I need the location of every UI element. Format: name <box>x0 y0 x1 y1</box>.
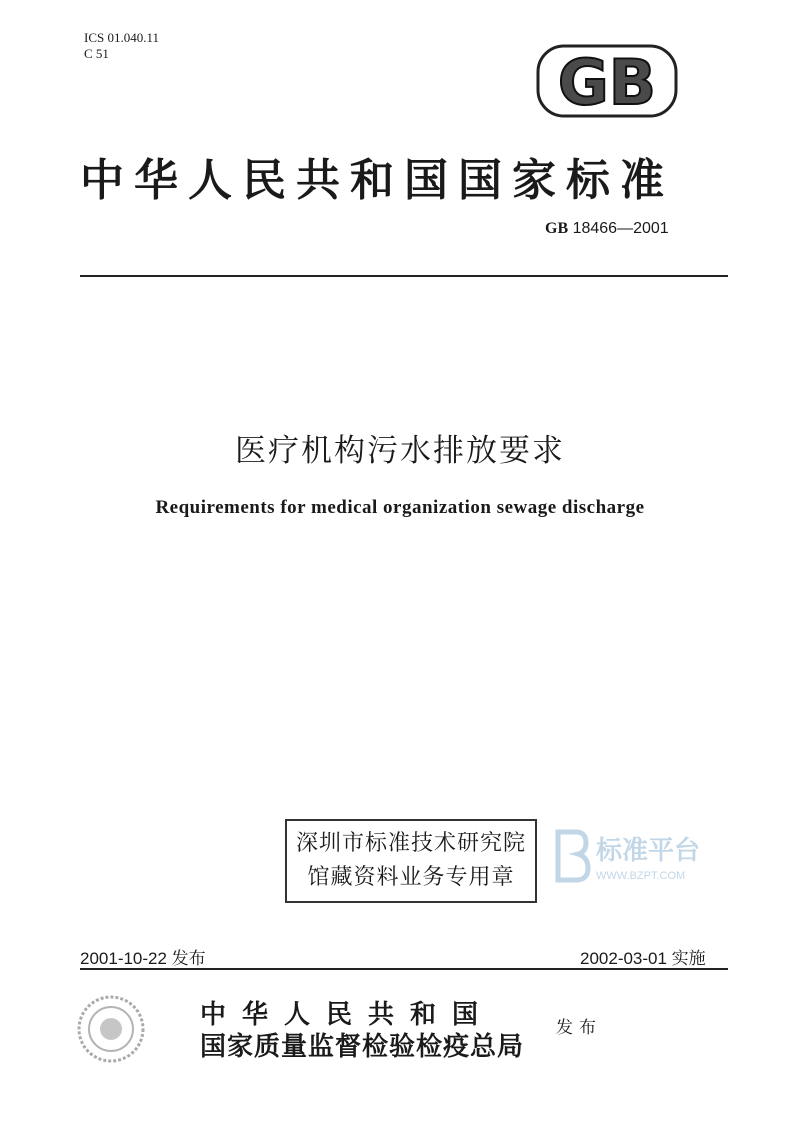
ccs-code: C 51 <box>84 46 109 61</box>
ics-code: ICS 01.040.11 <box>84 30 159 45</box>
library-stamp <box>285 819 537 903</box>
gb-logo <box>536 44 678 118</box>
classification-codes <box>84 30 159 62</box>
document-title-cn: 医疗机构污水排放要求 <box>235 433 565 469</box>
gb-logo-text: GB <box>557 46 657 118</box>
stamp-line-1: 深圳市标准技术研究院 <box>295 831 526 856</box>
standard-code <box>545 220 669 238</box>
watermark-text: 标准平台 <box>596 836 701 866</box>
publisher-line-2: 国家质量监督检验检疫总局 <box>200 1032 525 1062</box>
watermark <box>552 826 732 892</box>
national-standard-title: 中华人民共和国国家标准 <box>80 155 674 206</box>
watermark-b-icon <box>552 826 592 886</box>
issue-date: 2001-10-22 发布 <box>80 949 206 968</box>
implementation-date: 2002-03-01 实施 <box>580 949 706 968</box>
stamp-line-2: 馆藏资料业务专用章 <box>307 865 515 890</box>
bottom-divider <box>80 968 728 970</box>
publisher-line-1: 中华人民共和国 <box>200 1000 495 1030</box>
top-divider <box>80 275 728 277</box>
standard-code-number: 18466—2001 <box>572 220 669 237</box>
standard-code-prefix: GB <box>545 220 569 237</box>
document-title-en: Requirements for medical organization sewage discharge <box>155 497 645 518</box>
watermark-url: WWW.BZPT.COM <box>596 870 686 882</box>
publisher-suffix: 发布 <box>556 1018 602 1038</box>
publisher-seal-icon <box>76 994 146 1064</box>
